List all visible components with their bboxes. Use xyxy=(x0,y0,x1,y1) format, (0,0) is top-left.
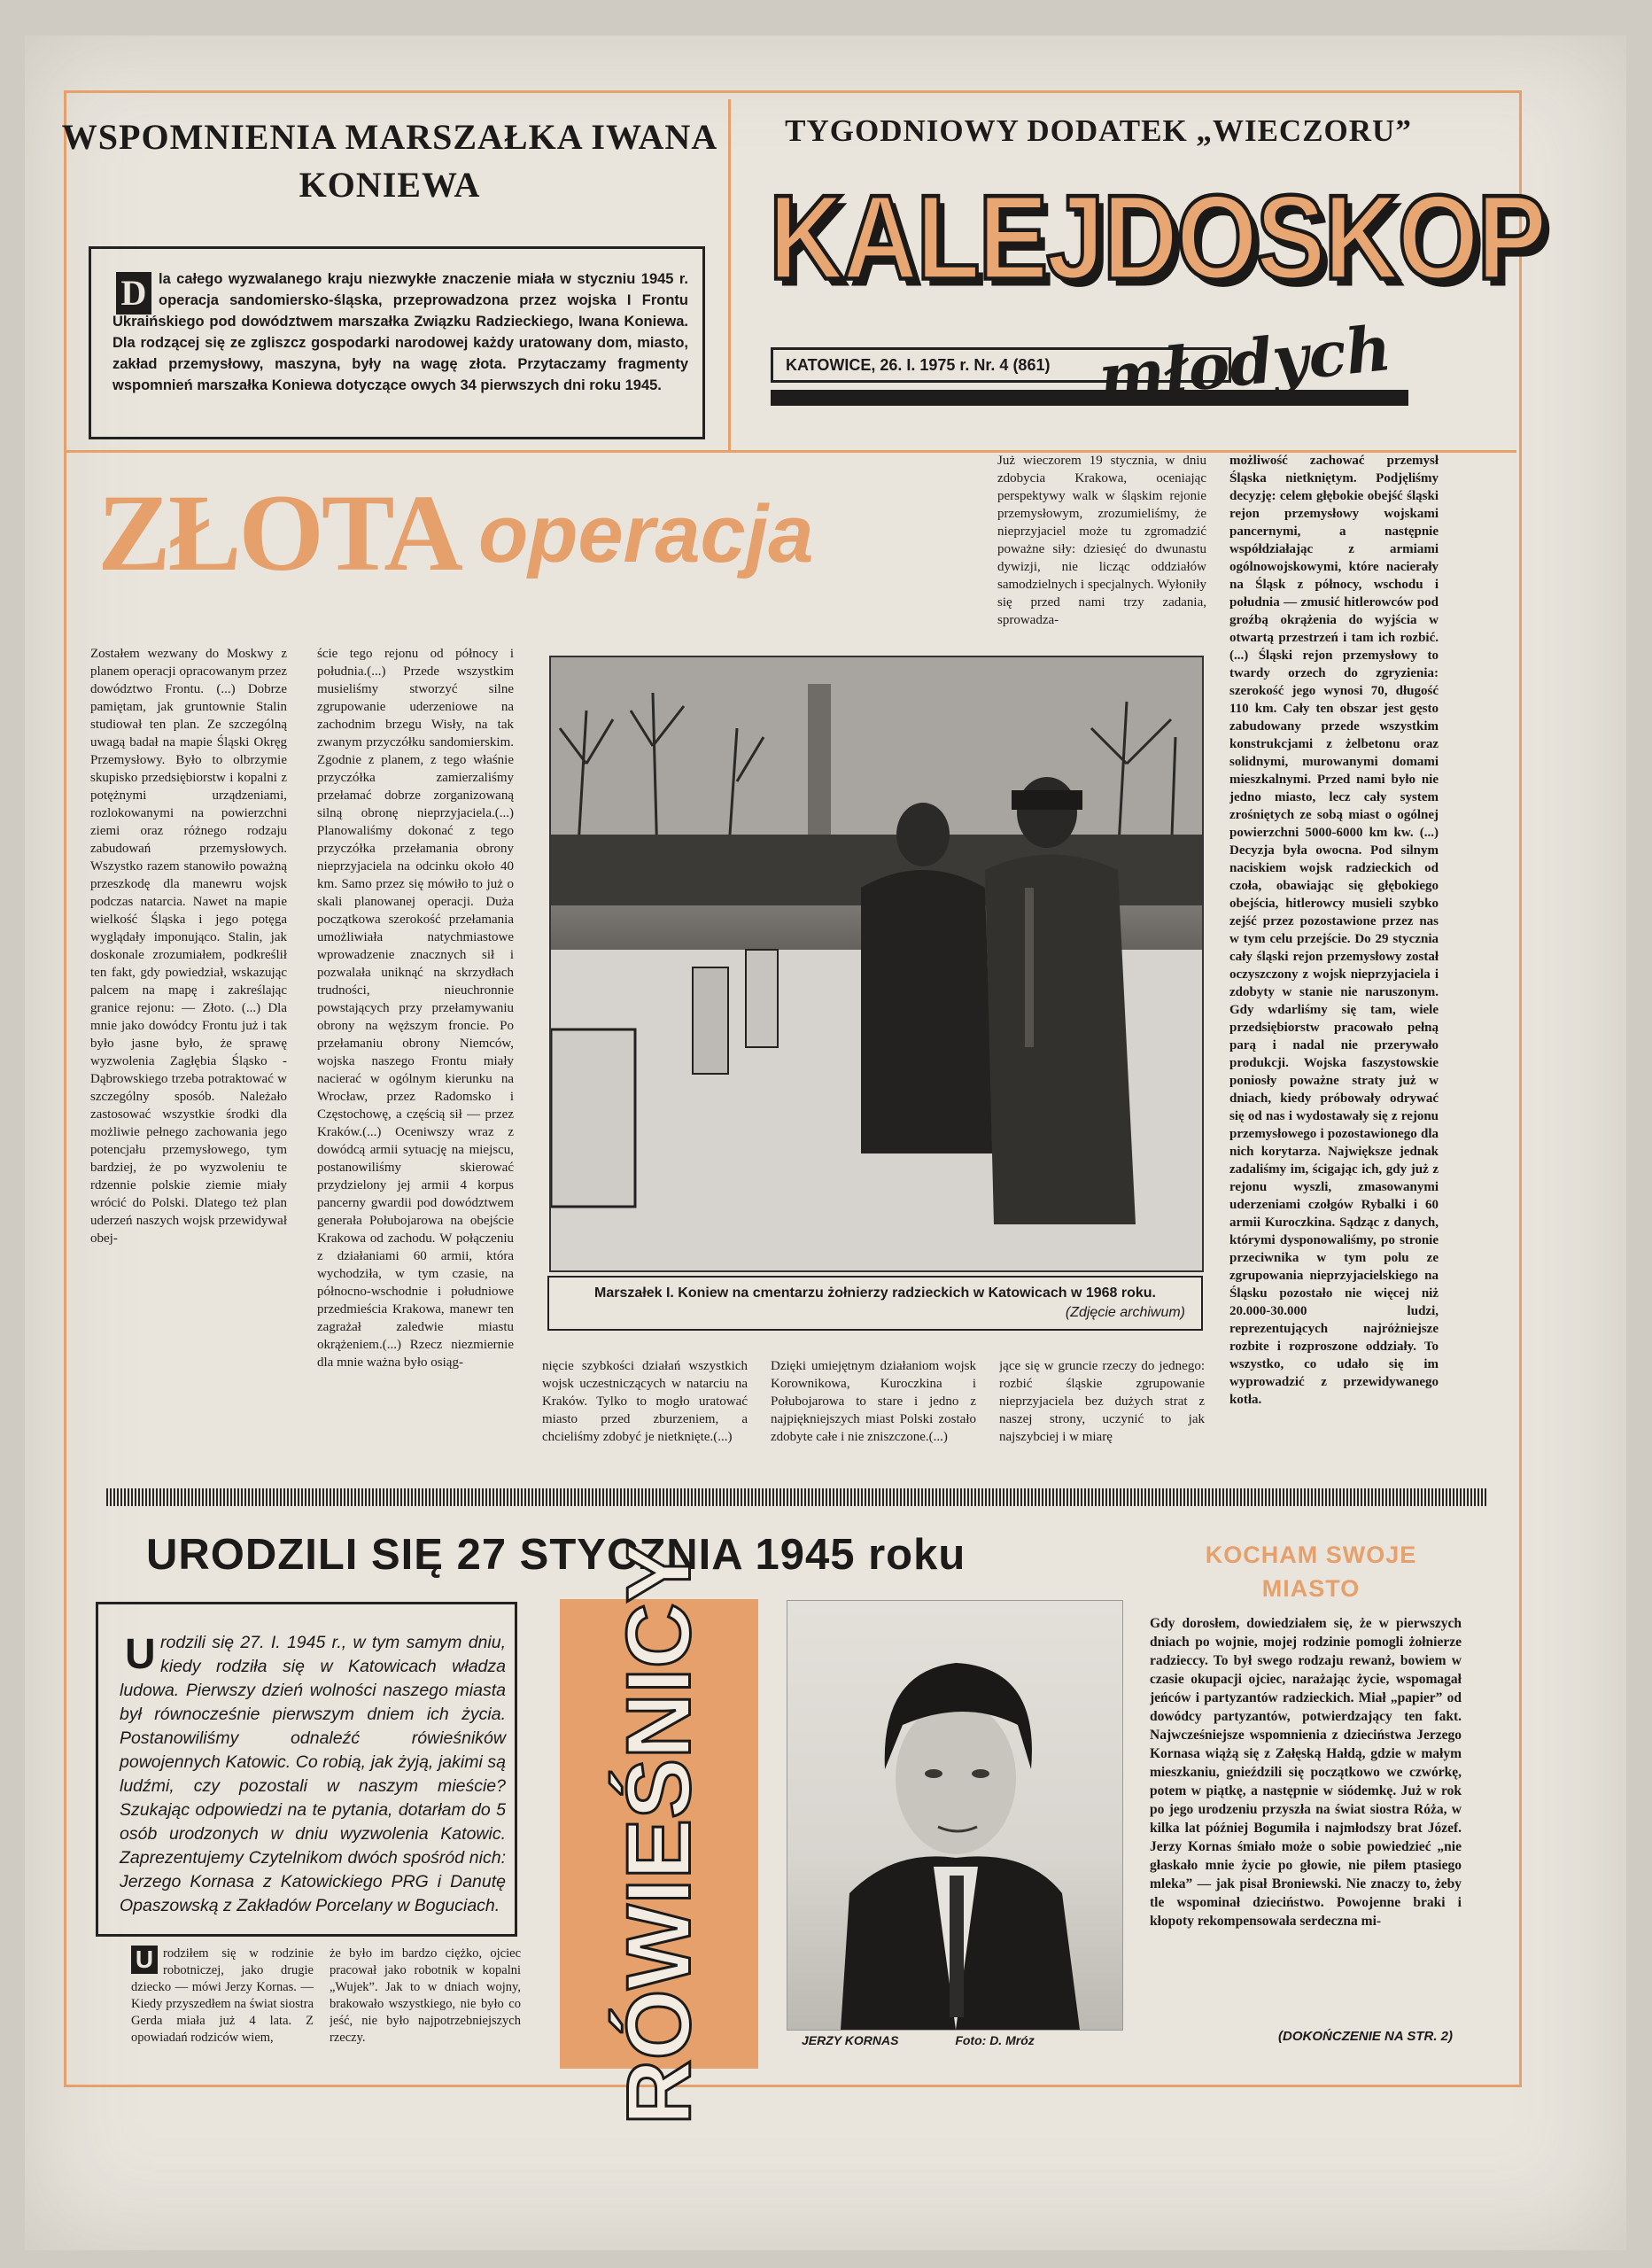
article-column-1: Zostałem wezwany do Moskwy z planem operacji opracowanym przez dowództwo Frontu. (...) Dobrze pamiętam, jak gruntownie Stalin studiował ten plan. Ze szczególną uwagą badał na mapie Śląski Okręg Przemysłowy. Było to olbrzymie skupisko przedsiębiorstw i kopalni z potężnymi urządzeniami, rozlokowanymi na powierzchni ziemi oraz różnego rodzaju zabudowań przemysłowych. Wszystko razem stanowiło poważną przeszkodę dla manewru wojsk podczas natarcia. Nawet na mapie wielkość Śląska i jego potęga wyglądały imponująco. Stalin, jak doskonale zrozumiałem, podkreślił ten fakt, gdy powiedział, wskazując palcem na mapę i zakreślając granice rejonu: — Złoto. (...) Dla mnie jako dowódcy Frontu już i tak było jasne było, że sprawę wyzwolenia Zagłębia Śląsko - Dąbrowskiego trzeba potraktować w szczególny sposób. Należało zastosować wszystkie środki dla możliwie pełnego zachowania jego potencjału przemysłowego, tym bardziej, że po wyzwoleniu te rdzennie polskie ziemie miały wrócić do Polski. Dlatego też plan uderzeń naszych wojsk przewidywał obej- xyxy=(90,647,287,1246)
header-divider xyxy=(728,99,731,452)
birthday-intro-text: rodzili się 27. I. 1945 r., w tym samym dniu, kiedy rodziła się w Katowicach władza ludowa. Pierwszy dzień wolności naszego miasta był równocześnie pierwszym dniem ich życia. Postanowiliśmy odnaleźć rówieśników powojennych Katowic. Co robią, jak żyją, jakimi są ludźmi, czy pozostali w naszym mieście? Szukając odpowiedzi na te pytania, dotarłam do 5 osób urodzonych w dniu wyzwolenia Katowic. Zaprezentujemy Czytelnikom dwóch spośród nich: Jerzego Kornasa z Katowickiego PRG i Danutę Opaszowską z Zakładów Porcelany w Boguciach. xyxy=(120,1633,506,1915)
birthday-intro-box xyxy=(96,1602,517,1937)
portrait-credit: Foto: D. Mróz xyxy=(955,2033,1035,2047)
birthday-dropcap: U xyxy=(125,1631,156,1678)
birthday-lower-column-2: że było im bardzo ciężko, ojciec pracował jako robotnik w kopalni „Wujek”. Jak to w dniach wojny, brakowało wszystkiego, nie było co jeść, nie było najpotrzebniejszych rzeczy. xyxy=(330,1946,521,2045)
logo-text: KALEJDOSKOP xyxy=(769,170,1546,306)
side-article-title: KOCHAM SWOJE MIASTO xyxy=(1205,1542,1417,1602)
rowiesnicy-label: RÓWIEŚNICY xyxy=(608,1542,710,2125)
intro-box xyxy=(89,246,705,439)
article-column-4: możliwość zachować przemysł Śląska nietkniętym. Podjęliśmy decyzję: celem głębokie obejść śląski rejon przemysłowy wojskami pancernymi, a następnie współdziałając z armiami ogólnowojskowymi, które nacierały na Śląsk z północy, wschodu i południa — zmusić hitlerowców pod groźbą okrążenia do wyjścia w otwartą przestrzeń i tam ich rozbić.(...) Śląski rejon przemysłowy to twardy orzech do zgryzienia: szerokość jego wynosi 70, długość 110 km. Cały ten obszar jest gęsto zabudowany przede wszystkim konstrukcjami z żelbetonu oraz solidnymi, murowanymi domami mieszkalnymi. Przed nami było nie jedno miasto, lecz cały system zrośniętych ze sobą miast o ogólnej powierzchni 5000-6000 km kw. (...) Decyzja była owocna. Pod silnym naciskiem wojsk radzieckich od czoła, obawiając się głębokiego obejścia, hitlerowcy musieli szybko zejść przez pozostawione przez nas w tym celu przejście. Do 29 stycznia cały śląski rejon przemysłowy został oczyszczony z wojsk nieprzyjaciela i zdobyty w stanie nie naruszonym. Gdy wdarliśmy się tam, wiele przedsiębiorstw pracowało pełną parą i nadal nie przerywało produkcji. Wojska faszystowskie poniosły poważne straty już w dniach, kiedy próbowały odrywać się od nas i wydostawały się z rejonu przemysłowego i pozostawionego dla nich korytarza. Największe jednak zadaliśmy im, ścigając ich, gdy już z rejonu wyszli, zmasowanymi uderzeniami czołgów Rybalki i 60 armii Kuroczkina. Sądząc z danych, którymi dysponowaliśmy, po stronie przeciwnika w tym polu ze zgrupowania nieprzyjacielskiego na Śląsku pozostało nie więcej niż 20.000-30.000 ludzi, reprezentujących najróżniejsze rozbite i rozproszone oddziały. To wszystko, co udało się im wyprowadzić z przewidywanego kotła. xyxy=(1229,454,1439,1407)
continued-note: (DOKOŃCZENIE NA STR. 2) xyxy=(1278,2029,1453,2044)
logo-subtitle: młodych xyxy=(1095,310,1395,416)
intro-text: la całego wyzwalanego kraju niezwykłe znaczenie miała w styczniu 1945 r. operacja sandomiersko-śląska, przeprowadzona przez wojska I Frontu Ukraińskiego pod dowództwem marszałka Związku Radzieckiego, Iwana Koniewa. Dla rodzącej się ze zgliszcz gospodarki narodowej każdy uratowany dom, miasto, zakład przemysłowy, maszyna, były na wagę złota. Przytaczamy fragmenty wspomnień marszałka Koniewa dotyczące owych 34 pierwszych dni roku 1945. xyxy=(112,271,688,393)
caption-credit: (Zdjęcie archiwum) xyxy=(1065,1305,1185,1320)
portrait-name: JERZY KORNAS xyxy=(802,2033,899,2047)
rowiesnicy-banner xyxy=(560,1542,758,2125)
birthday-article-title: URODZILI SIĘ 27 STYCZNIA 1945 roku xyxy=(146,1531,966,1579)
article-low-column-3: jące się w gruncie rzeczy do jednego: rozbić śląskie zgrupowanie nieprzyjaciela bez dużych strat z naszej strony, uczynić to jak najszybciej i w miarę xyxy=(999,1359,1205,1444)
portrait-caption xyxy=(802,2033,1121,2047)
lower-dropcap: U xyxy=(131,1946,158,1974)
section-divider xyxy=(106,1488,1488,1506)
caption-text: Marszałek I. Koniew na cmentarzu żołnierzy radzieckich w Katowicach w 1968 roku. xyxy=(594,1285,1156,1301)
article-low-column-1: nięcie szybkości działań wszystkich wojsk uczestniczących w natarciu na Kraków. Tylko to mogło uratować miasto przed zburzeniem, a chcieliśmy zdobyć je nietknięte.(...) xyxy=(542,1359,748,1444)
photo-illustration xyxy=(551,657,1202,1270)
issue-info: KATOWICE, 26. I. 1975 r. Nr. 4 (861) xyxy=(771,347,1231,383)
portrait-illustration xyxy=(787,1601,1122,2030)
article-title-script: operacja xyxy=(478,489,814,579)
article-title-main: ZŁOTA xyxy=(97,472,461,594)
koniew-photo xyxy=(549,656,1204,1272)
masthead-logo xyxy=(769,167,1546,322)
article-column-2: ście tego rejonu od północy i południa.(...) Przede wszystkim musieliśmy stworzyć silne zgrupowanie uderzeniowe na zachodnim brzegu Wisły, na tak zwanym przyczółku sandomierskim. Zgodnie z planem, z tego właśnie przyczółka zamierzaliśmy przełamać dobrze zorganizowaną silną obronę nieprzyjaciela.(...) Planowaliśmy dokonać z tego przyczółka przełamania obrony nieprzyjaciela na odcinku około 40 km. Samo przez się mówiło to już o skali planowanej operacji. Duża początkowa szerokość przełamania umożliwiała natychmiastowe wprowadzenie znacznych sił i pozwalała uniknąć na skrzydłach trudności, nieuchronnie powstających przy przełamywaniu obrony na węższym froncie. Po przełamaniu obrony Niemców, wojska naszego Frontu miały nacierać w ogólnym kierunku na Wrocław, przez Radomsko i Częstochowę, a częścią sił — przez Kraków.(...) Oceniwszy wraz z dowódcą armii sytuację na miejscu, postanowiliśmy skierować przydzielony jej armii 4 korpus pancerny gwardii pod dowództwem generała Połubojarowa na obejście Krakowa od zachodu. W połączeniu z działaniami 60 armii, która wychodziła, w tym czasie, na północno-wschodnie i południowe przedmieścia Krakowa, manewr ten zagrażał zaledwie miastu okrążeniem.(...) Rzecz niezmiernie dla mnie ważna było osiąg- xyxy=(317,647,514,1370)
memoir-title: WSPOMNIENIA MARSZAŁKA IWANA KONIEWA xyxy=(61,117,718,205)
article-low-column-2: Dzięki umiejętnym działaniom wojsk Korownikowa, Kuroczkina i Połubojarowa to stare i jedno z najpiękniejszych miast Polski zostało zdobyte całe i nie zniszczone.(...) xyxy=(771,1359,976,1444)
intro-dropcap: D xyxy=(116,272,151,315)
article-column-3: Już wieczorem 19 stycznia, w dniu zdobycia Krakowa, oceniając perspektywy walk w śląskim rejonie przemysłowym, zrozumieliśmy, że nieprzyjaciel może tu zgromadzić poważne siły: dziesięć do dwunastu dywizji, nie licząc oddziałów samodzielnych i specjalnych. Wyłoniły się przed nami trzy zadania, sprowadza- xyxy=(997,454,1206,627)
portrait-photo xyxy=(787,1600,1123,2031)
side-article-text: Gdy dorosłem, dowiedziałem się, że w pierwszych dniach po wojnie, mojej rodzinie pomogli żołnierze radzieccy. To był swego rodzaju rewanż, bowiem w czasie okupacji ojciec, narażając życie, wspomagał jeńców i partyzantów radzieckich. Miał „papier” od dowódcy partyzantów, potwierdzający ten fakt. Najwcześniejsze wspomnienia z dzieciństwa Jerzego Kornasa wiążą się z Załęską Hałdą, gdzie w małym mieszkaniu, gnieździli się początkowo we czwórkę, potem w piątkę, a następnie w siódemkę. Już w rok po jego urodzeniu przyszła na świat siostra Róża, w kilka lat później Bogumiła i najmłodszy brat Józef. Jerzy Kornas śmiało może o sobie powiedzieć „nie głaskało mnie życie po głowie, nie piłem ptasiego mleka” — jak pisał Broniewski. Nie znaczy to, żeby tle wspominał dzieciństwo. Powojenne braki i kłopoty rekompensowała serdeczna mi- xyxy=(1150,1616,1462,1929)
supplement-title: TYGODNIOWY DODATEK „WIECZORU” xyxy=(785,113,1412,148)
photo-caption xyxy=(547,1276,1203,1331)
birthday-lower-column-1: U rodziłem się w rodzinie robotniczej, jako drugie dziecko — mówi Jerzy Kornas. — Kiedy przyszedłem na świat siostra Gerda miała już 4 lata. Z opowiadań rodziców wiem, xyxy=(131,1946,314,2045)
